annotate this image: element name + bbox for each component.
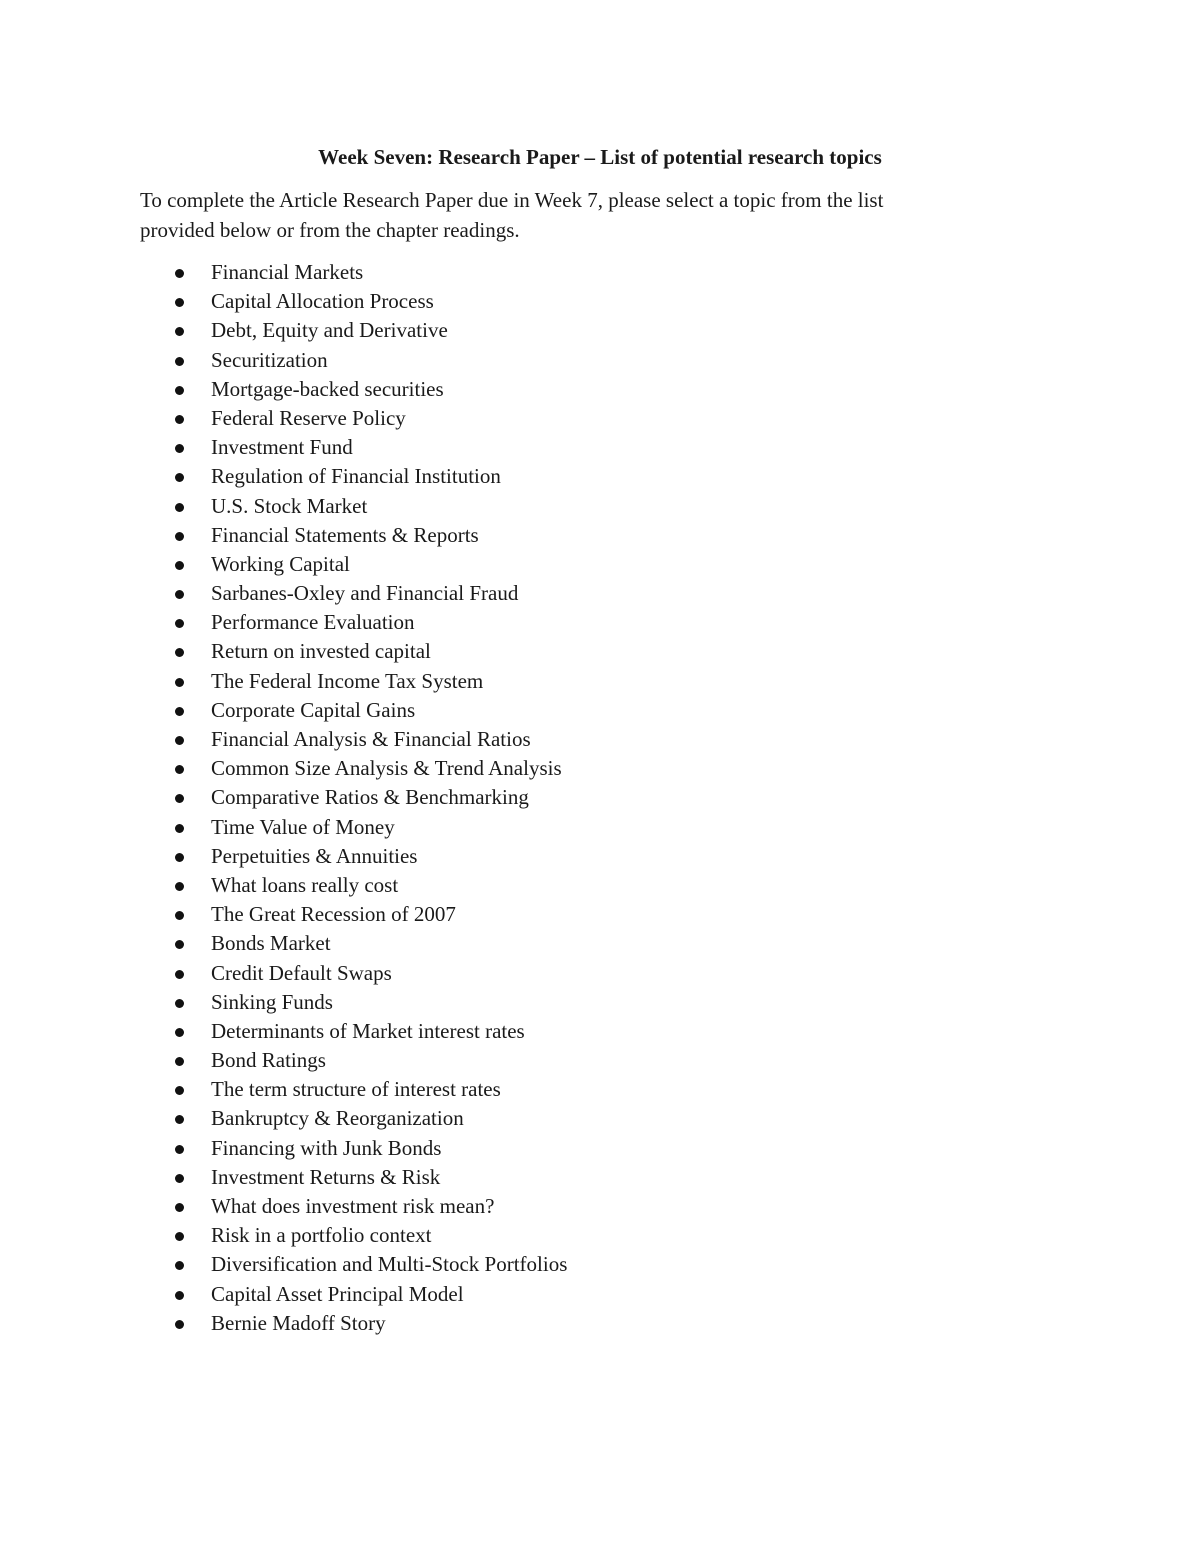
bullet-icon (175, 1261, 184, 1270)
list-item-label: Sarbanes-Oxley and Financial Fraud (211, 581, 519, 606)
bullet-icon (175, 853, 184, 862)
list-item-label: Bernie Madoff Story (211, 1310, 386, 1335)
list-item-label: Debt, Equity and Derivative (211, 318, 448, 343)
bullet-icon (175, 619, 184, 628)
list-item-label: Common Size Analysis & Trend Analysis (211, 756, 562, 781)
bullet-icon (175, 678, 184, 687)
bullet-icon (175, 1174, 184, 1183)
list-item-label: Capital Allocation Process (211, 289, 434, 314)
bullet-icon (175, 824, 184, 833)
bullet-icon (175, 999, 184, 1008)
bullet-icon (175, 503, 184, 512)
bullet-icon (175, 940, 184, 949)
list-item-label: U.S. Stock Market (211, 493, 368, 518)
bullet-icon (175, 386, 184, 395)
list-item-label: Corporate Capital Gains (211, 697, 416, 722)
bullet-icon (175, 444, 184, 453)
list-item-label: Financial Analysis & Financial Ratios (211, 727, 531, 751)
list-item-label: Working Capital (211, 551, 350, 576)
bullet-icon (175, 1320, 184, 1329)
list-item-label: Financial Statements & Reports (211, 522, 479, 547)
list-item-label: The Federal Income Tax System (211, 668, 484, 693)
bullet-icon (175, 1203, 184, 1212)
bullet-icon (175, 298, 184, 307)
list-item-label: What does investment risk mean? (211, 1194, 495, 1218)
list-item-label: Mortgage-backed securities (211, 376, 444, 401)
bullet-icon (175, 765, 184, 774)
list-item-label: Risk in a portfolio context (211, 1223, 432, 1248)
list-item-label: Time Value of Money (211, 814, 395, 839)
bullet-icon (175, 473, 184, 482)
bullet-icon (175, 1145, 184, 1154)
list-item-label: Financial Markets (211, 260, 364, 284)
bullet-icon (175, 1028, 184, 1037)
intro-line-1: To complete the Article Research Paper due in Week 7, please select a topic from the list (140, 188, 884, 212)
bullet-icon (175, 970, 184, 979)
bullet-icon (175, 1057, 184, 1066)
bullet-icon (175, 736, 184, 745)
bullet-icon (175, 882, 184, 891)
list-item-label: Return on invested capital (211, 639, 431, 664)
bullet-icon (175, 648, 184, 657)
list-item-label: Determinants of Market interest rates (211, 1018, 525, 1043)
list-item-label: Bonds Market (211, 931, 331, 956)
bullet-icon (175, 707, 184, 716)
bullet-icon (175, 327, 184, 336)
list-item-label: Financing with Junk Bonds (211, 1135, 442, 1160)
bullet-icon (175, 1086, 184, 1095)
bullet-icon (175, 1232, 184, 1241)
list-item-label: Sinking Funds (211, 989, 333, 1014)
list-item-label: The Great Recession of 2007 (211, 902, 456, 927)
list-item-label: Securitization (211, 347, 328, 372)
list-item-label: Federal Reserve Policy (211, 405, 406, 430)
bullet-icon (175, 1115, 184, 1124)
bullet-icon (175, 1291, 184, 1300)
bullet-icon (175, 269, 184, 278)
list-item-label: The term structure of interest rates (211, 1077, 501, 1102)
list-item-label: Perpetuities & Annuities (211, 843, 418, 868)
list-item-label: Regulation of Financial Institution (211, 464, 501, 489)
intro-paragraph (140, 186, 1000, 245)
list-item-label: Credit Default Swaps (211, 960, 392, 985)
list-item-label: Diversification and Multi-Stock Portfolios (211, 1252, 568, 1277)
list-item-label: Comparative Ratios & Benchmarking (211, 785, 529, 810)
bullet-icon (175, 415, 184, 424)
list-item-label: Bond Ratings (211, 1048, 326, 1073)
list-item-label: Investment Returns & Risk (211, 1164, 441, 1189)
bullet-icon (175, 357, 184, 366)
list-item-label: Investment Fund (211, 435, 353, 460)
bullet-icon (175, 532, 184, 541)
list-item-label: What loans really cost (211, 872, 399, 897)
bullet-icon (175, 590, 184, 599)
list-item-label: Performance Evaluation (211, 610, 415, 635)
list-item-label: Capital Asset Principal Model (211, 1281, 464, 1306)
list-item-label: Bankruptcy & Reorganization (211, 1106, 464, 1131)
bullet-icon (175, 794, 184, 803)
bullet-icon (175, 911, 184, 920)
intro-line-2: provided below or from the chapter readings. (140, 217, 520, 242)
bullet-icon (175, 561, 184, 570)
page-title: Week Seven: Research Paper – List of potential research topics (318, 145, 882, 169)
